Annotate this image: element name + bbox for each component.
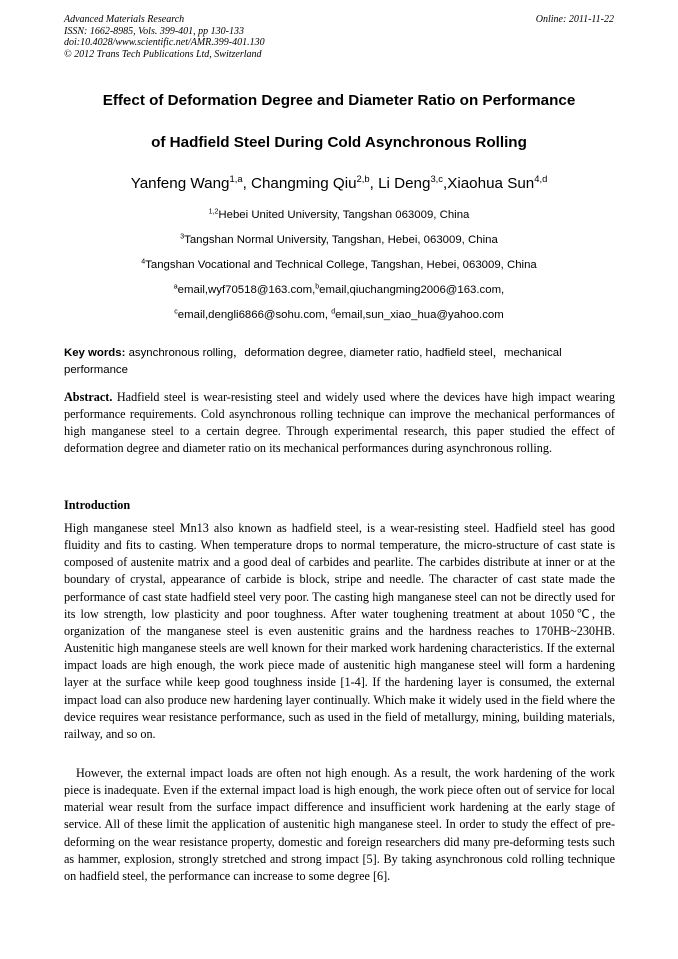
affiliation-sup: 3 (180, 233, 185, 241)
author-sup: 1,a (229, 173, 243, 185)
abstract-label: Abstract. (64, 390, 113, 404)
author-sup: 3,c (430, 173, 443, 185)
author-separator: , (443, 175, 448, 192)
author-name: Li Deng (378, 175, 431, 192)
keywords (64, 345, 615, 379)
affiliation-text: Tangshan Vocational and Technical College, Tangshan, Hebei, 063009, China (145, 259, 537, 271)
section-heading-introduction: Introduction (64, 498, 131, 512)
author-separator: , (369, 175, 379, 192)
affiliation-text: Tangshan Normal University, Tangshan, Hebei, 063009, China (184, 234, 498, 246)
email-a: email,wyf70518@163.com, (177, 284, 316, 296)
affiliation-text: Hebei United University, Tangshan 063009, China (218, 209, 470, 221)
email-b: email,qiuchangming2006@163.com, (319, 284, 505, 296)
keywords-text: asynchronous rolling，deformation degree, diameter ratio, hadfield steel，mechanical performance (64, 347, 562, 376)
journal-header (64, 14, 614, 60)
email-sup: b (315, 283, 320, 291)
affiliation-1 (40, 209, 638, 221)
email-d: email,sun_xiao_hua@yahoo.com (335, 309, 504, 321)
email-sup: c (174, 308, 178, 316)
paper-title-line-1: Effect of Deformation Degree and Diameter Ratio on Performance (102, 92, 576, 109)
affiliation-sup: 4 (141, 258, 146, 266)
email-line-1 (40, 284, 638, 296)
issn-line: ISSN: 1662-8985, Vols. 399-401, pp 130-133 (64, 25, 244, 37)
doi-line: doi:10.4028/www.scientific.net/AMR.399-401.130 (64, 37, 265, 49)
affiliation-2 (40, 234, 638, 246)
email-sup: d (331, 308, 336, 316)
author-sup: 4,d (534, 173, 548, 185)
online-date: Online: 2011-11-22 (535, 14, 614, 25)
introduction-paragraph-2: However, the external impact loads are often not high enough. As a result, the work hardening of the work piece is inadequate. Even if the external impact load is high enough, the work piece often out of service for local material wear result from the surface impact difference and insufficient work hardening at the early stage of service. All of these limit the application of austenitic high manganese steel. In order to study the effect of pre-deforming on the wear resistance property, domestic and foreign researchers did many pre-deforming tests such as hammer, explosion, strongly stretched and strong impact [5]. By taking asynchronous cold rolling technique on hadfield steel, the performance can increase to some degree [6]. (64, 766, 615, 883)
author-sup: 2,b (356, 173, 370, 185)
abstract-text: Hadfield steel is wear-resisting steel and widely used where the devices have high impact wearing performance requirements. Cold asynchronous rolling technique can improve the mechanical performances of high manganese steel to a certain degree. Through experimental research, this paper studied the effect of deformation degree and diameter ratio on its mechanical performances during asynchronous rolling. (64, 390, 615, 456)
journal-name: Advanced Materials Research (64, 14, 185, 25)
author-list (40, 175, 638, 192)
email-sup: a (173, 283, 178, 291)
affiliation-3 (40, 259, 638, 271)
copyright-line: © 2012 Trans Tech Publications Ltd, Switzerland (64, 48, 262, 60)
abstract (64, 389, 615, 458)
introduction-paragraph-1: High manganese steel Mn13 also known as hadfield steel, is a wear-resisting steel. Hadfield steel has good fluidity and fits to casting. When temperature drops to normal temperature, the micro-structure of cast state is composed of austenite matrix and a good deal of carbides and pearlite. The carbides distribute at inner or at the boundary of crystal, appearance of carbide is block, stripe and needle. The character of cast state made the performance of cast state hadfield steel very poor. The casting high manganese steel can not be directly used for its low strength, low plasticity and poor toughness. After water toughening treatment at about 1050℃, the organization of the manganese steel is even austenitic grains and the hardness reaches to 170HB~230HB. Austenitic high manganese steels are well known for their marked work hardening characteristics. If the external impact loads are high enough, the work piece made of austenitic high manganese steel will form a hardening layer at the surface while keep good toughness inside [1-4]. If the hardening layer is consumed, the external impact load can also produce new hardening layer continually. Which make it widely used in the field where the device requires wear resistance performance, such as used in the field of metallurgy, mining, building materials, railway, and so on. (64, 521, 615, 741)
author-name: Changming Qiu (251, 175, 357, 192)
paper-title-line-2: of Hadfield Steel During Cold Asynchronous Rolling (151, 134, 527, 151)
keywords-label: Key words: (64, 347, 126, 359)
affiliation-sup: 1,2 (208, 208, 219, 216)
email-line-2 (40, 309, 638, 321)
author-name: Yanfeng Wang (130, 175, 230, 192)
email-c: email,dengli6866@sohu.com, (177, 309, 332, 321)
author-separator: , (242, 175, 252, 192)
author-name: Xiaohua Sun (447, 175, 535, 192)
